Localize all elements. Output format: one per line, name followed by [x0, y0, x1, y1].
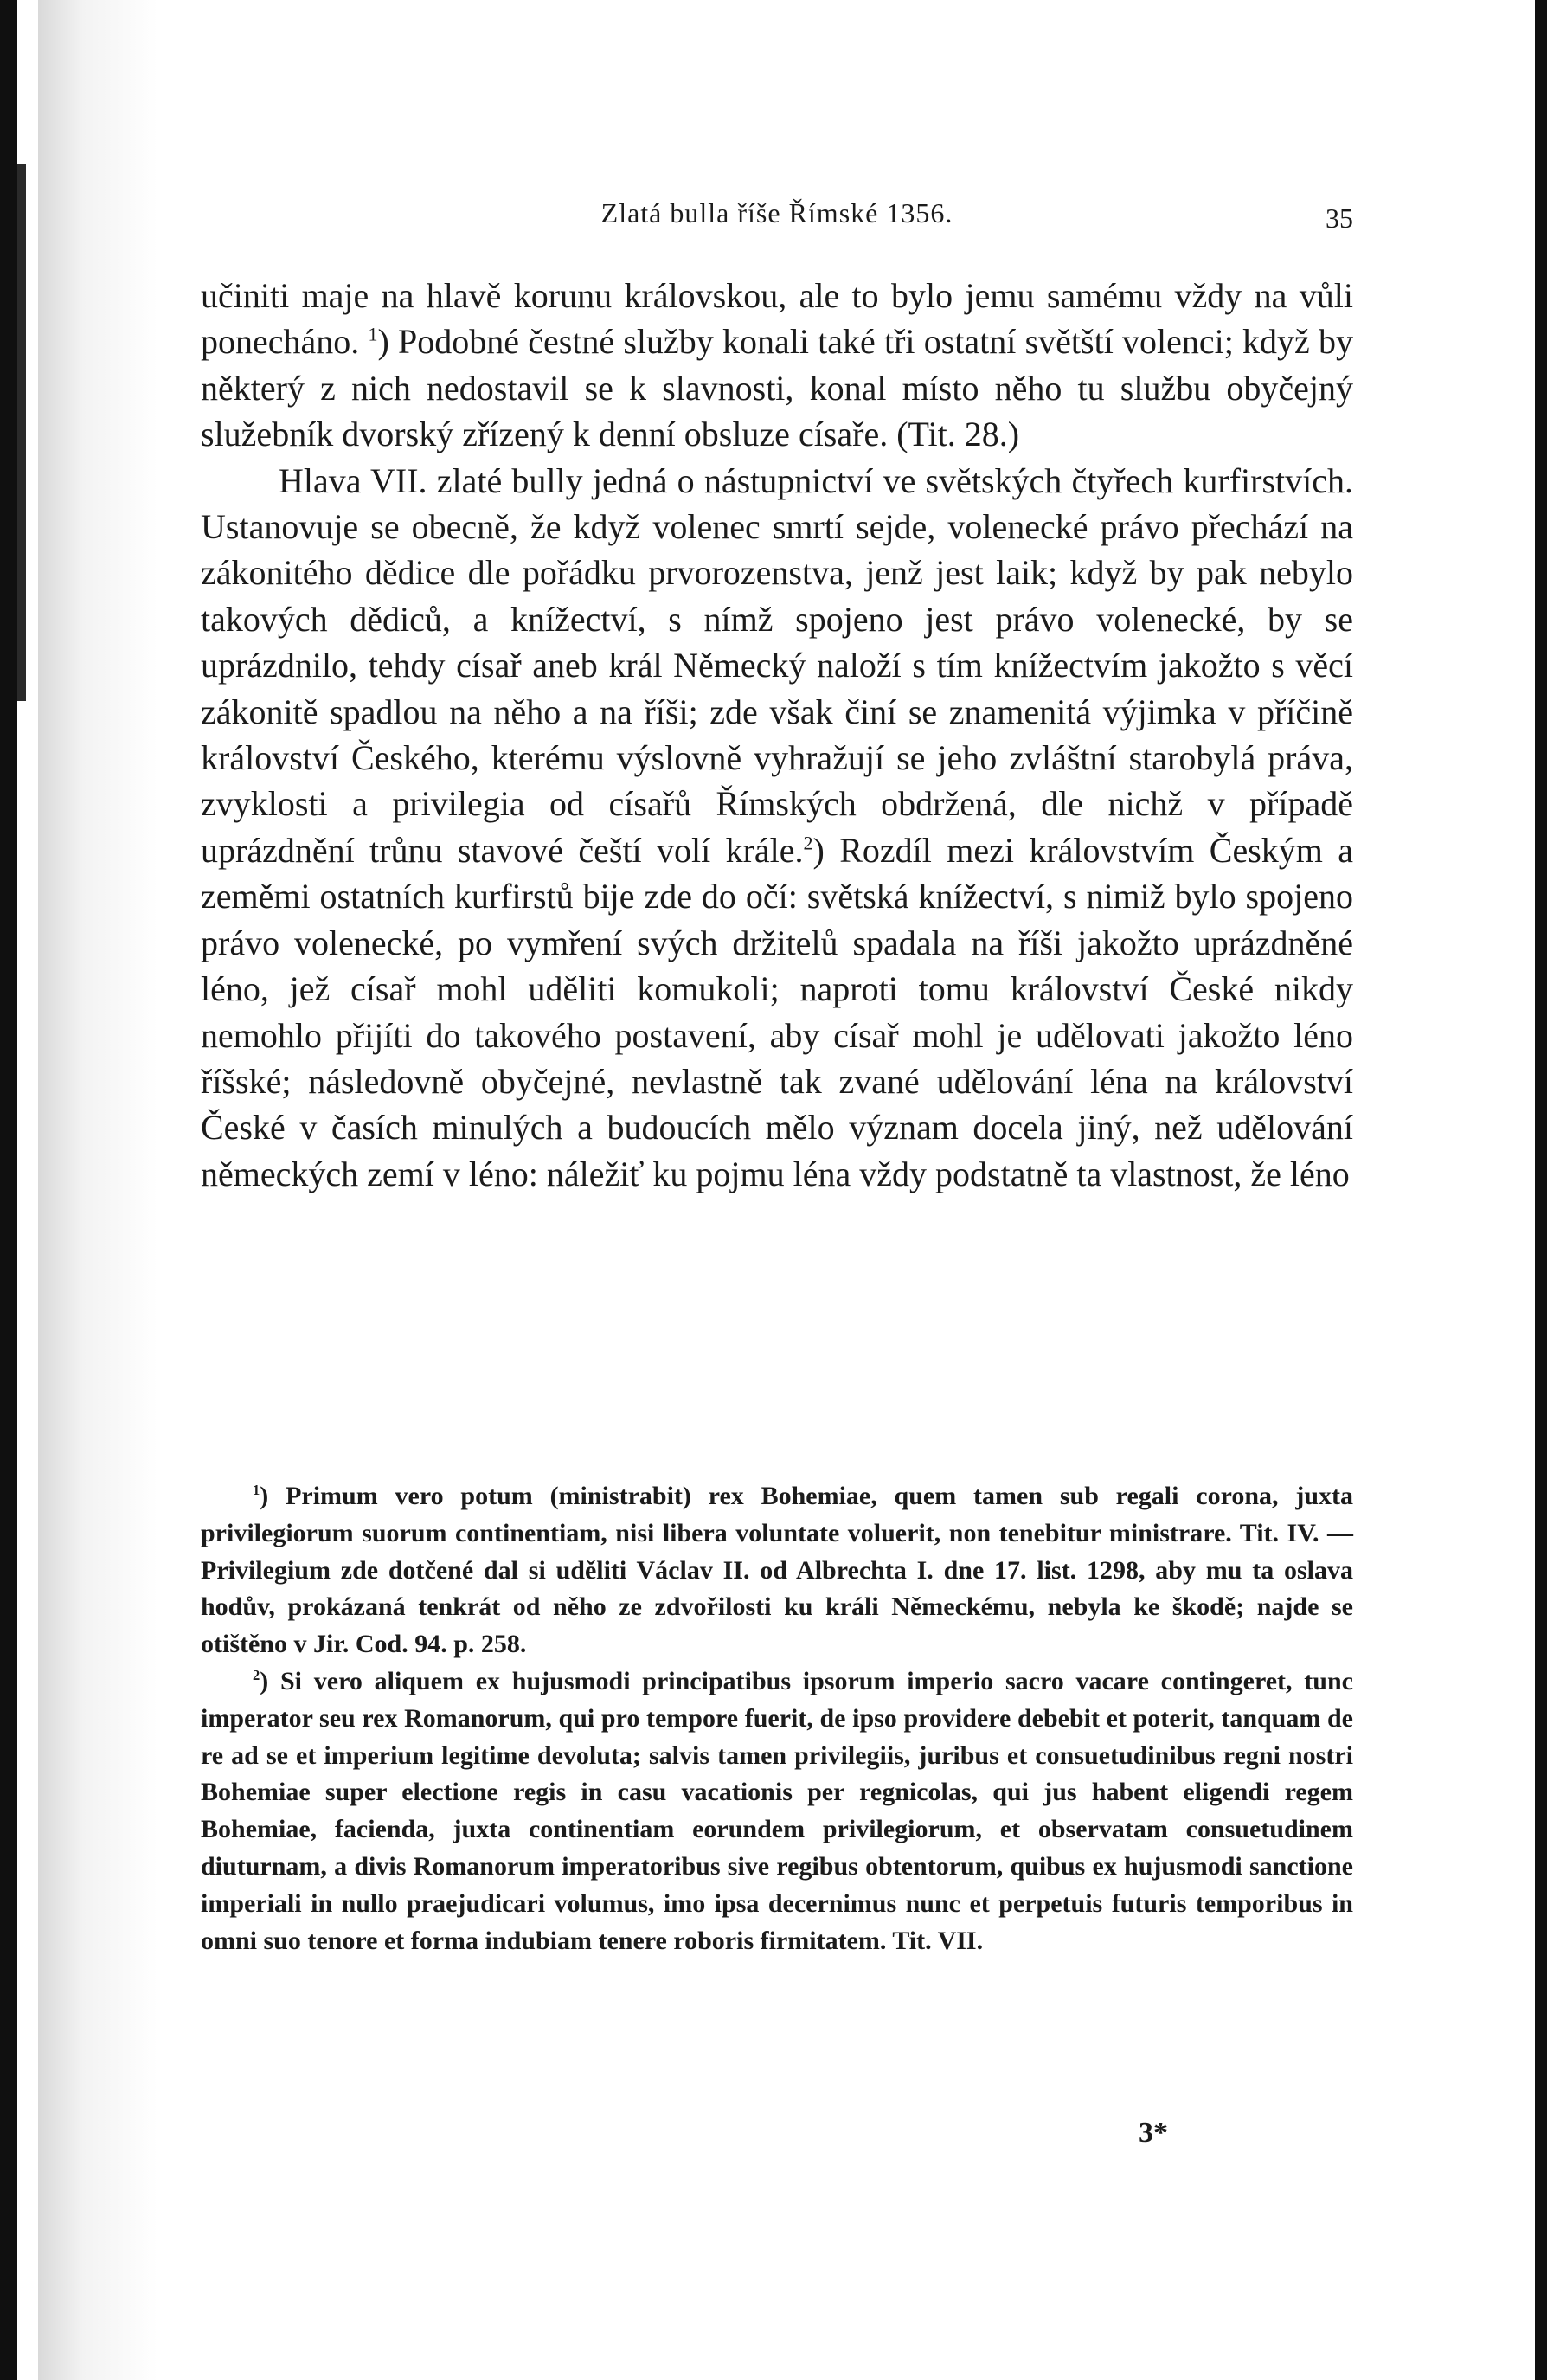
footnote-2-text: Si vero aliquem ex hujusmodi principatibus ipsorum imperio sacro vacare contingeret, tunc imperator seu rex Romanorum, qui pro tempore fuerit, de ipso providere debebit et poterit, tanquam de re ad se et imperium legitime devoluta; salvis tamen privilegiis, juribus et consuetudinibus regni nostri Bohemiae super electione regis in casu vacationis per regnicolas, qui jus habent eligendi regem Bohemiae, facienda, juxta continentiam eorundem privilegiorum, et observatam consuetudinem diuturnam, a divis Romanorum imperatoribus sive regibus obtentorum, quibus ex hujusmodi sanctione imperiali in nullo praejudicari volumus, imo ipsa decernimus nunc et perpetuis futuris temporibus in omni suo tenore et forma indubiam tenere roboris firmitatem. Tit. VII.	[201, 1666, 1353, 1955]
page-number: 35	[1326, 203, 1353, 234]
paragraph-1: učiniti maje na hlavě korunu královskou, ale to bylo jemu samému vždy na vůli ponecháno. $^1$) Podobné čestné služby konali také tři ostatní světští volenci; když by některý z nich nedostavil se k slavnosti, konal místo něho tu službu obyčejný služebník dvorský zřízený k denní obsluze císaře. (Tit. 28.)	[201, 276, 1354, 454]
book-page	[38, 0, 1535, 2380]
paragraph-2-part-b: Rozdíl mezi královstvím Českým a zeměmi ostatních kurfirstů bije zde do očí: světská knížectví, s nimiž bylo spojeno právo volenecké, po vymření svých držitelů spadala na říši jakožto uprázdněné léno, jež císař mohl uděliti komukoli; naproti tomu království České nikdy nemohlo přijíti do takového postavení, aby císař mohl je udělovati jakožto léno říšské; následovně obyčejné, nevlastně tak zvané udělování léna na království České v časích minulých a budoucích mělo význam docela jiný, než udělování německých zemí v léno: náležiť ku pojmu léna vždy podstatně ta vlastnost, že léno	[201, 830, 1353, 1193]
footnote-ref-1: 1	[368, 324, 378, 346]
signature-mark: 3*	[1139, 2117, 1168, 2149]
scan-left-edge	[0, 0, 17, 2380]
paragraph-2: Hlava VII. zlaté bully jedná o nástupnictví ve světských čtyřech kurfirstvích. Ustanovuje se obecně, že když volenec smrtí sejde, volenecké právo přechází na zákonitého dědice dle pořádku prvorozenstva, jenž jest laik; když by pak nebylo takových dědiců, a knížectví, s nímž spojeno jest právo volenecké, by se uprázdnilo, tehdy císař aneb král Německý naloží s tím knížectvím jakožto s věcí zákonitě spadlou na něho a na říši; zde však činí se znamenitá výjimka v příčině království Českého, kterému výslovně vyhražují se jeho zvláštní starobylá práva, zvyklosti a privilegia od císařů Římských obdržená, dle nichž v případě uprázdnění trůnu stavové čeští volí krále.$^2$) Rozdíl mezi královstvím Českým a zeměmi ostatních kurfirstů bije zde do očí: světská knížectví, s nimiž bylo spojeno právo volenecké, po vymření svých držitelů spadala na říši jakožto uprázdněné léno, jež císař mohl uděliti komukoli; naproti tomu království České nikdy nemohlo přijíti do takového postavení, aby císař mohl je udělovati jakožto léno říšské; následovně obyčejné, nevlastně tak zvané udělování léna na království České v časích minulých a budoucích mělo význam docela jiný, než udělování německých zemí v léno: náležiť ku pojmu léna vždy podstatně ta vlastnost, že léno	[201, 460, 1353, 1193]
footnote-1: $^1$) Primum vero potum (ministrabit) rex Bohemiae, quem tamen sub regali corona, juxta privilegiorum suorum continentiam, nisi libera voluntate voluerit, non tenebitur ministrare. Tit. IV. — Privilegium zde dotčené dal si uděliti Václav II. od Albrechta I. dne 17. list. 1298, aby mu ta oslava hodův, prokázaná tenkrát od něho ze zdvořilosti ku králi Německému, nebyla ke škodě; najde se otištěno v Jir. Cod. 94. p. 258.	[201, 1482, 1354, 1659]
footnotes	[201, 1478, 1353, 1959]
page-header	[201, 197, 1353, 241]
paragraph-1-part-b: Podobné čestné služby konali také tři ostatní světští volenci; když by některý z nich nedostavil se k slavnosti, konal místo něho tu službu obyčejný služebník dvorský zřízený k denní obsluze císaře. (Tit. 28.)	[201, 322, 1354, 454]
footnote-2-marker: 2	[253, 1666, 260, 1683]
scan-right-edge	[1535, 0, 1547, 2380]
scan-gutter-shadow	[17, 164, 26, 701]
footnote-ref-2: 2	[803, 832, 813, 854]
paragraph-2-part-a: Hlava VII. zlaté bully jedná o nástupnictví ve světských čtyřech kurfirstvích. Ustanovuje se obecně, že když volenec smrtí sejde, volenecké právo přechází na zákonitého dědice dle pořádku prvorozenstva, jenž jest laik; když by pak nebylo takových dědiců, a knížectví, s nímž spojeno jest právo volenecké, by se uprázdnilo, tehdy císař aneb král Německý naloží s tím knížectvím jakožto s věcí zákonitě spadlou na něho a na říši; zde však činí se znamenitá výjimka v příčině království Českého, kterému výslovně vyhražují se jeho zvláštní starobylá práva, zvyklosti a privilegia od císařů Římských obdržená, dle nichž v případě uprázdnění trůnu stavové čeští volí krále.	[201, 460, 1353, 870]
paragraph-1-part-a: učiniti maje na hlavě korunu královskou, ale to bylo jemu samému vždy na vůli ponecháno.	[201, 276, 1353, 362]
footnote-1-text: Primum vero potum (ministrabit) rex Bohemiae, quem tamen sub regali corona, juxta privilegiorum suorum continentiam, nisi libera voluntate voluerit, non tenebitur ministrare. Tit. IV. — Privilegium zde dotčené dal si uděliti Václav II. od Albrechta I. dne 17. list. 1298, aby mu ta oslava hodův, prokázaná tenkrát od něho ze zdvořilosti ku králi Německému, nebyla ke škodě; najde se otištěno v Jir. Cod. 94. p. 258.	[201, 1482, 1354, 1659]
main-text	[201, 273, 1353, 1197]
footnote-2: $^2$) Si vero aliquem ex hujusmodi principatibus ipsorum imperio sacro vacare contingeret, tunc imperator seu rex Romanorum, qui pro tempore fuerit, de ipso providere debebit et poterit, tanquam de re ad se et imperium legitime devoluta; salvis tamen privilegiis, juribus et consuetudinibus regni nostri Bohemiae super electione regis in casu vacationis per regnicolas, qui jus habent eligendi regem Bohemiae, facienda, juxta continentiam eorundem privilegiorum, et observatam consuetudinem diuturnam, a divis Romanorum imperatoribus sive regibus obtentorum, quibus ex hujusmodi sanctione imperiali in nullo praejudicari volumus, imo ipsa decernimus nunc et perpetuis futuris temporibus in omni suo tenore et forma indubiam tenere roboris firmitatem. Tit. VII.	[201, 1666, 1353, 1955]
running-title: Zlatá bulla říše Římské 1356.	[600, 197, 953, 228]
footnote-1-marker: 1	[253, 1482, 260, 1498]
